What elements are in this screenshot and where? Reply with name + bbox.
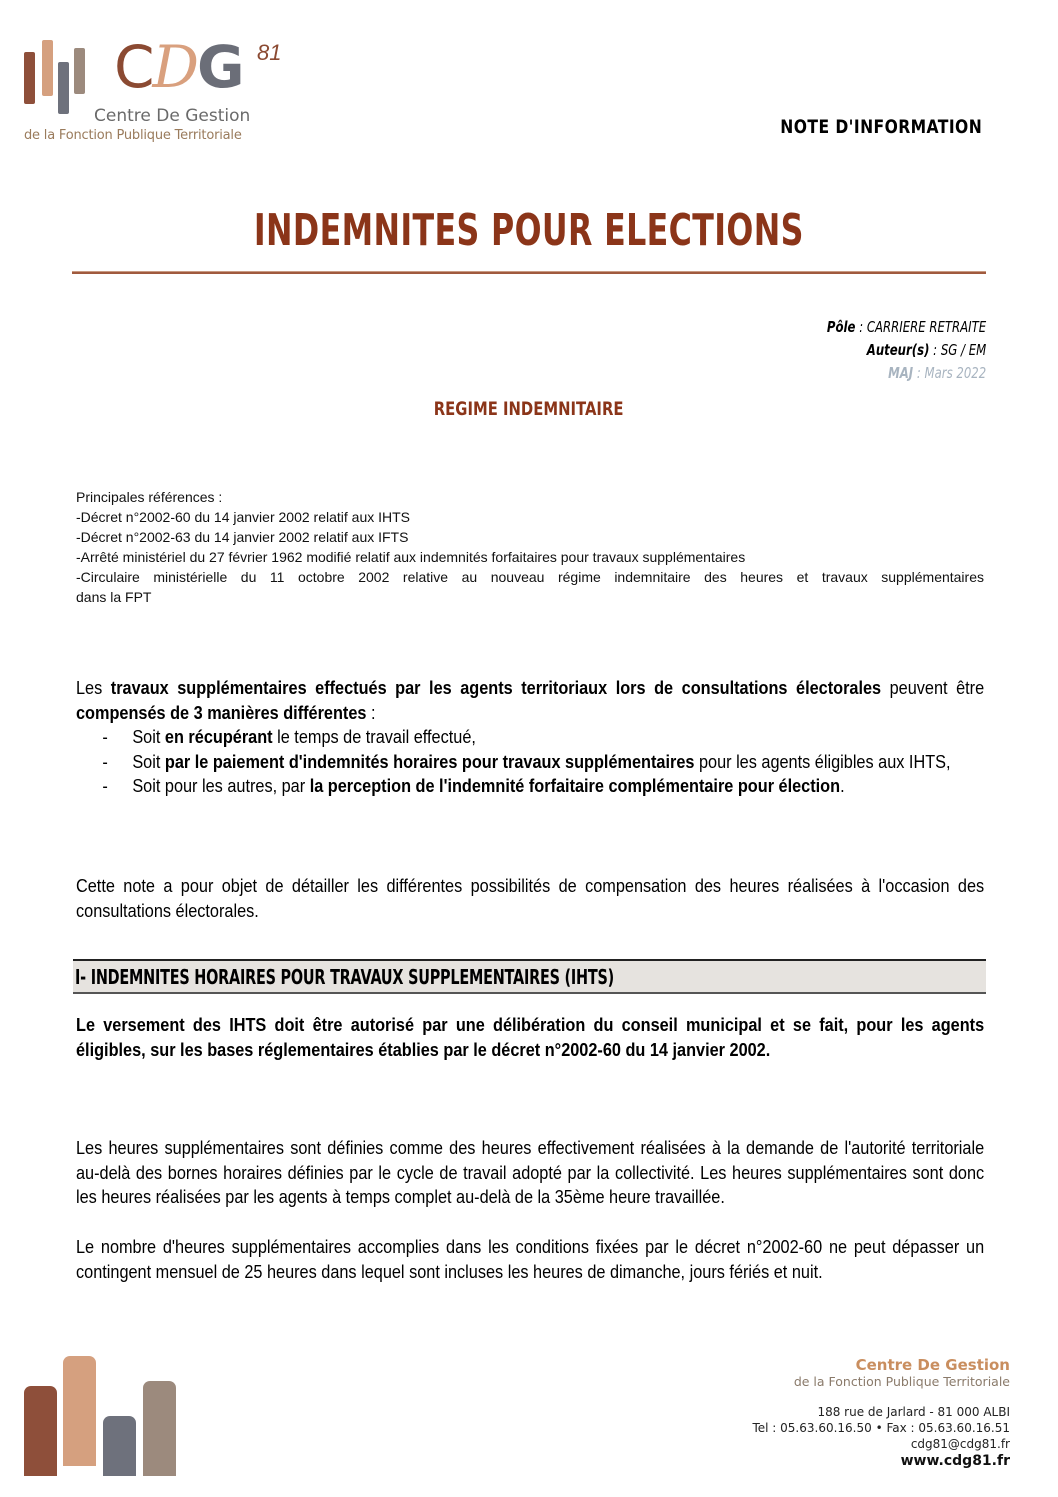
reference-item: -Circulaire ministérielle du 11 octobre 2002 relative au nouveau régime indemnitaire des heures et travaux supplémentaires: [76, 569, 984, 585]
ihts-paragraph-3: Le nombre d'heures supplémentaires accomplies dans les conditions fixées par le décret n°2002-60 ne peut dépasser un contingent mensuel de 25 heures dans lequel sont incluses les heures de dimanche, jours fériés et nuit.: [76, 1236, 985, 1282]
footer-bar-4: [143, 1381, 176, 1476]
reference-item: -Décret n°2002-60 du 14 janvier 2002 relatif aux IHTS: [76, 509, 411, 525]
footer-bar-1: [24, 1386, 57, 1476]
footer-phone: Tel : 05.63.60.16.50 • Fax : 05.63.60.16.51: [752, 1421, 1010, 1435]
section-heading-ihts: I- INDEMNITES HORAIRES POUR TRAVAUX SUPPLEMENTAIRES (IHTS): [73, 959, 986, 994]
footer-address: 188 rue de Jarlard - 81 000 ALBI: [817, 1405, 1010, 1419]
reference-item: -Décret n°2002-63 du 14 janvier 2002 relatif aux IFTS: [76, 529, 409, 545]
footer-logo-bars: [24, 1356, 176, 1476]
document-meta: [782, 316, 986, 385]
title-divider: [72, 271, 986, 274]
references-block: [76, 487, 984, 607]
reference-item: dans la FPT: [76, 589, 152, 605]
logo-bar-1: [24, 52, 35, 104]
note-type-label: NOTE D'INFORMATION: [780, 116, 982, 138]
footer-org-name: Centre De Gestion: [855, 1356, 1010, 1374]
footer-bar-3: [103, 1416, 136, 1476]
footer-contact: [752, 1356, 1010, 1470]
footer-bar-2: [63, 1356, 96, 1466]
logo-line-1: Centre De Gestion: [94, 106, 251, 126]
meta-author: Auteur(s) : SG / EM: [866, 341, 986, 359]
logo-bar-4: [74, 48, 85, 94]
document-title: INDEMNITES POUR ELECTIONS: [254, 205, 804, 256]
intro-paragraph: Les travaux supplémentaires effectués par les agents territoriaux lors de consultations électorales peuvent être compensés de 3 manières différentes :: [76, 677, 985, 723]
references-heading: Principales références :: [76, 489, 223, 505]
list-item: - Soit par le paiement d'indemnités horaires pour travaux supplémentaires pour les agents éligibles aux IHTS,: [102, 750, 951, 772]
logo-bar-3: [58, 62, 69, 114]
logo-wordmark: CDG: [114, 33, 243, 101]
ihts-paragraph-2: Les heures supplémentaires sont définies comme des heures effectivement réalisées à la demande de l'autorité territoriale au-delà des bornes horaires définies par le cycle de travail adopté par la collectivité. Les heures supplémentaires sont donc les heures réalisées par les agents à temps complet au-delà de la 35ème heure travaillée.: [76, 1137, 985, 1207]
logo-bar-2: [42, 40, 53, 96]
meta-pole: Pôle : CARRIERE RETRAITE: [826, 318, 986, 336]
list-item: - Soit en récupérant le temps de travail effectué,: [102, 726, 476, 747]
ihts-paragraph-1: Le versement des IHTS doit être autorisé par une délibération du conseil municipal et se fait, pour les agents éligibles, sur les bases réglementaires établies par le décret n°2002-60 du 14 janvier 2002.: [76, 1014, 985, 1060]
document-subtitle: REGIME INDEMNITAIRE: [434, 398, 624, 420]
reference-item: -Arrêté ministériel du 27 février 1962 modifié relatif aux indemnités forfaitaires pour travaux supplémentaires: [76, 549, 746, 565]
purpose-paragraph: Cette note a pour objet de détailler les différentes possibilités de compensation des heures réalisées à l'occasion des consultations électorales.: [76, 875, 985, 921]
logo-line-2: de la Fonction Publique Territoriale: [24, 128, 242, 143]
footer-email[interactable]: cdg81@cdg81.fr: [910, 1437, 1010, 1451]
compensation-list: [102, 725, 984, 799]
intro-section: [76, 676, 984, 799]
meta-updated: MAJ : Mars 2022: [887, 364, 986, 382]
footer-org-subtitle: de la Fonction Publique Territoriale: [793, 1374, 1010, 1389]
logo-number: 81: [257, 40, 282, 65]
cdg81-logo: [22, 33, 282, 148]
list-item: - Soit pour les autres, par la perception de l'indemnité forfaitaire complémentaire pour élection.: [102, 775, 845, 796]
footer-website-link[interactable]: www.cdg81.fr: [900, 1453, 1010, 1469]
